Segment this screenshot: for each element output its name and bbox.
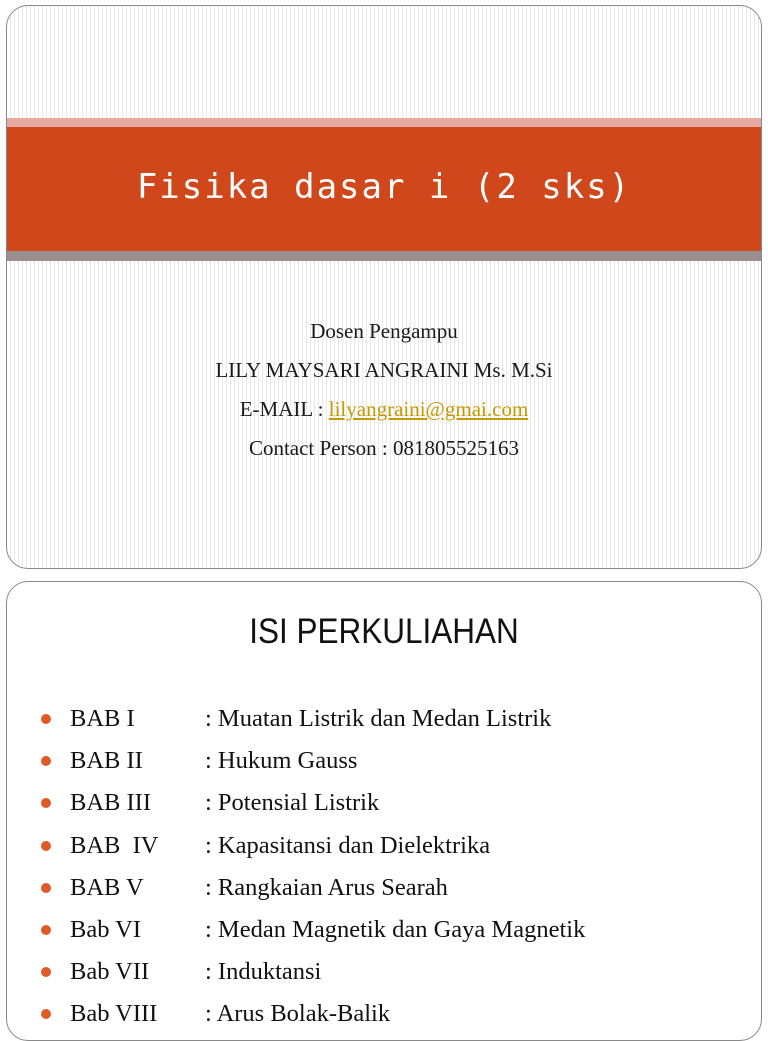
chapter-topic: : Muatan Listrik dan Medan Listrik [205, 705, 552, 733]
chapter-list [41, 698, 585, 1036]
list-item [41, 740, 585, 782]
title-band-top-stripe [7, 118, 761, 127]
lecturer-name: LILY MAYSARI ANGRAINI Ms. M.Si [215, 358, 553, 382]
bullet-dot-icon [41, 714, 51, 724]
title-band [7, 127, 761, 251]
list-item [41, 782, 585, 824]
list-item [41, 909, 585, 951]
chapter-topic: : Kapasitansi dan Dielektrika [205, 831, 491, 859]
chapter-topic: : Arus Bolak-Balik [205, 1000, 391, 1028]
title-band-bottom-stripe [7, 251, 761, 261]
bullet-dot-icon [41, 925, 51, 935]
chapter-topic: : Potensial Listrik [205, 789, 380, 817]
bullet-dot-icon [41, 967, 51, 977]
slide-title: Fisika dasar i (2 sks) [136, 167, 632, 207]
chapter-code: BAB III [70, 789, 151, 817]
lecturer-label: Dosen Pengampu [310, 319, 458, 343]
bullet-dot-icon [41, 841, 51, 851]
bullet-dot-icon [41, 756, 51, 766]
content-heading: ISI PERKULIAHAN [249, 612, 519, 651]
email-link[interactable]: lilyangraini@gmai.com [328, 397, 529, 421]
email-line [7, 390, 761, 429]
list-item [41, 993, 585, 1035]
contact-person: Contact Person : 081805525163 [248, 436, 520, 460]
chapter-code: BAB V [70, 873, 144, 901]
lecturer-info [7, 312, 761, 468]
bullet-dot-icon [41, 1009, 51, 1019]
bullet-dot-icon [41, 883, 51, 893]
chapter-topic: : Medan Magnetik dan Gaya Magnetik [205, 916, 586, 944]
chapter-topic: : Induktansi [205, 958, 322, 986]
chapter-code: Bab VI [70, 916, 141, 944]
list-item [41, 867, 585, 909]
chapter-topic: : Rangkaian Arus Searah [205, 873, 448, 901]
list-item [41, 698, 585, 740]
list-item [41, 951, 585, 993]
chapter-topic: : Hukum Gauss [205, 747, 358, 775]
bullet-dot-icon [41, 798, 51, 808]
title-slide [6, 5, 762, 569]
chapter-code: BAB I [70, 705, 135, 733]
chapter-code: BAB IV [70, 831, 159, 859]
list-item [41, 825, 585, 867]
chapter-code: BAB II [70, 747, 143, 775]
chapter-code: Bab VIII [70, 1000, 158, 1028]
content-slide [6, 581, 762, 1041]
chapter-code: Bab VII [70, 958, 150, 986]
email-label: E-MAIL : [239, 397, 329, 421]
